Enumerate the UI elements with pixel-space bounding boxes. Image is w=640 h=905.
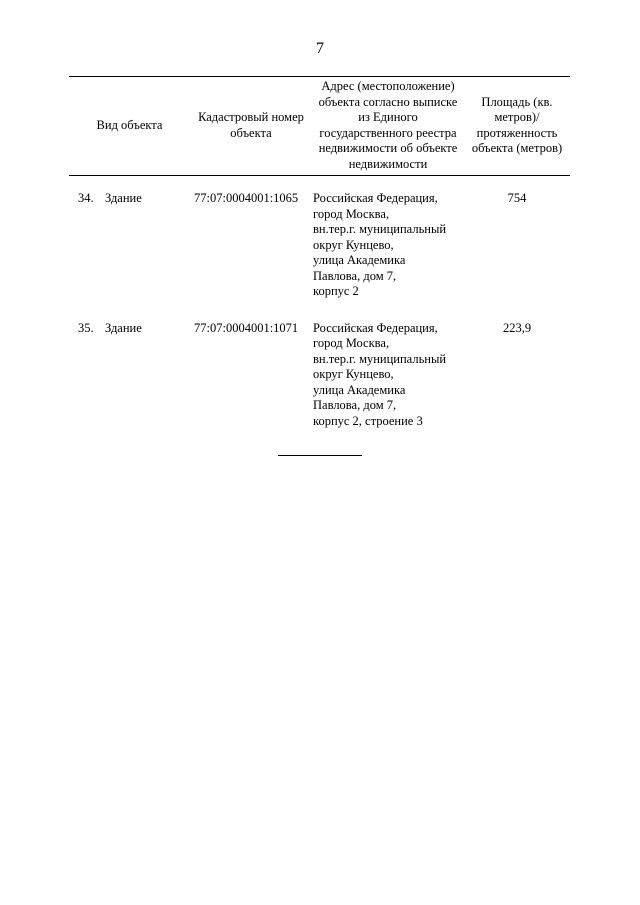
table-row xyxy=(69,321,570,451)
row-cadastral-number: 77:07:0004001:1071 xyxy=(194,320,299,335)
address-line: Павлова, дом 7, xyxy=(313,398,397,412)
row-address xyxy=(312,321,464,451)
address-line: корпус 2, строение 3 xyxy=(313,413,423,428)
row-area: 223,9 xyxy=(502,320,532,335)
address-line: город Москва, xyxy=(313,206,390,221)
property-table xyxy=(69,76,570,450)
row-number: 34. xyxy=(78,191,94,205)
header-area: Площадь (кв. метров)/ протяженность объекта (метров) xyxy=(464,77,570,176)
row-cadastral-number: 77:07:0004001:1065 xyxy=(194,191,299,205)
row-object-type: Здание xyxy=(105,191,142,205)
row-address xyxy=(312,176,464,321)
end-of-document-rule xyxy=(278,455,362,456)
address-line: город Москва, xyxy=(313,336,390,350)
row-number: 35. xyxy=(78,320,94,335)
row-area: 754 xyxy=(507,191,527,205)
header-address: Адрес (местоположение) объекта согласно выписке из Единого государственного реестра недвижимости об объекте недвижимости xyxy=(312,77,464,176)
address-line: вн.тер.г. муниципальный xyxy=(313,351,447,366)
table-row xyxy=(69,176,570,321)
page-number: 7 xyxy=(316,40,324,57)
header-object-type: Вид объекта xyxy=(69,77,190,176)
address-line: округ Кунцево, xyxy=(313,367,394,381)
address-line: Российская Федерация, xyxy=(313,320,438,335)
header-cadastral-number: Кадастровый номер объекта xyxy=(190,77,312,176)
address-line: вн.тер.г. муниципальный xyxy=(313,222,447,236)
address-line: Павлова, дом 7, xyxy=(313,268,397,283)
table-header-row xyxy=(69,77,570,176)
address-line: улица Академика xyxy=(313,382,406,397)
address-line: округ Кунцево, xyxy=(313,237,394,252)
address-line: корпус 2 xyxy=(313,284,359,298)
address-line: улица Академика xyxy=(313,253,406,267)
row-object-type: Здание xyxy=(105,320,142,335)
address-line: Российская Федерация, xyxy=(313,191,438,205)
